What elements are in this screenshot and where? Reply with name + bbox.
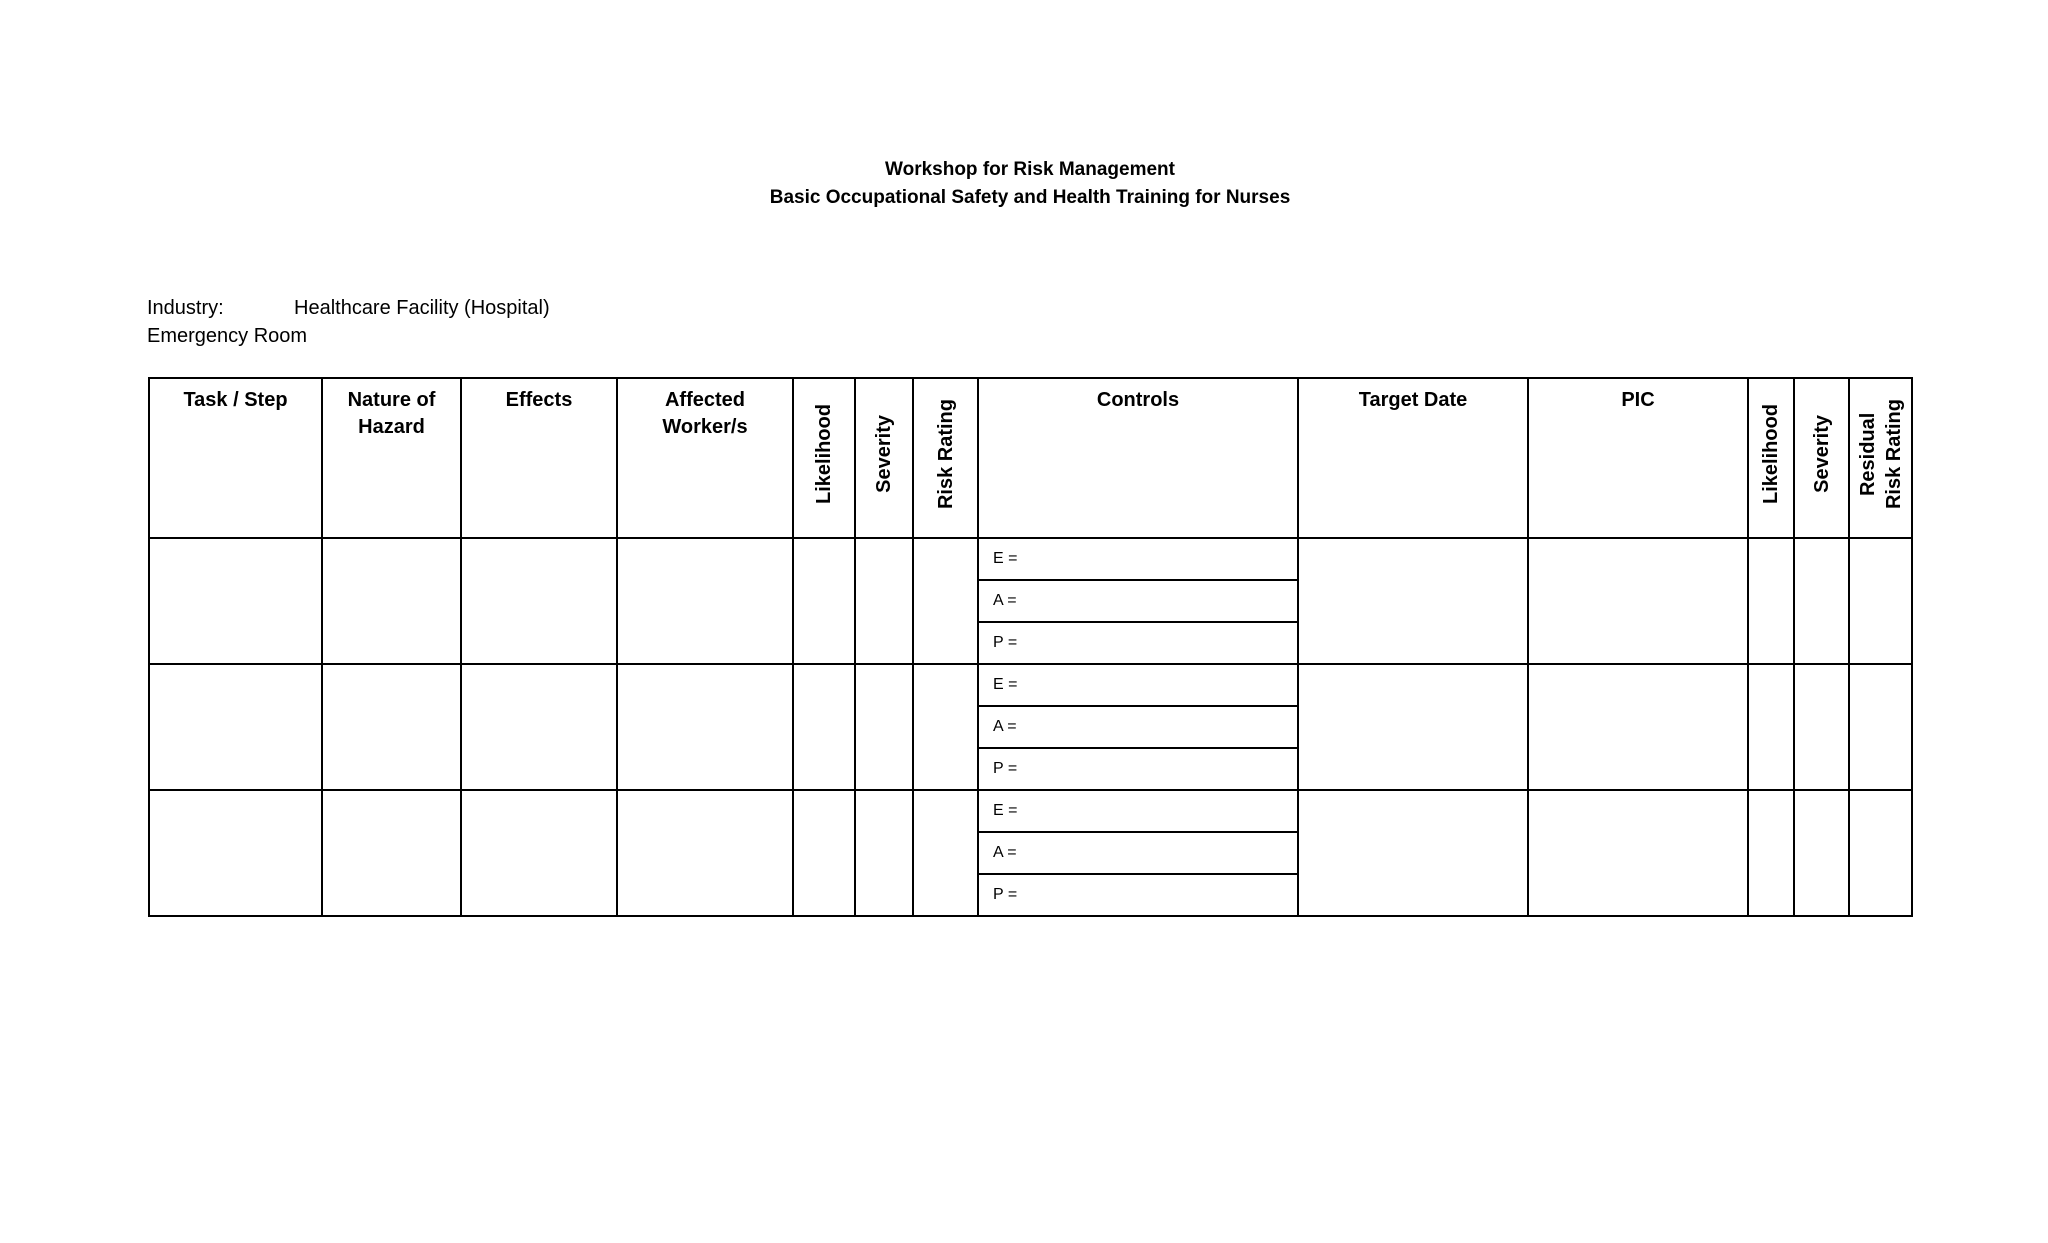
cell-affected-workers[interactable]: [617, 664, 793, 790]
cell-affected-workers[interactable]: [617, 790, 793, 916]
cell-residual-likelihood[interactable]: [1748, 538, 1794, 664]
table-row: [149, 790, 1912, 832]
cell-severity[interactable]: [855, 790, 913, 916]
control-engineering[interactable]: E =: [978, 790, 1298, 832]
document-subtitle: Basic Occupational Safety and Health Training for Nurses: [769, 187, 1291, 208]
table-row: [149, 664, 1912, 706]
control-ppe[interactable]: P =: [978, 622, 1298, 664]
col-residual-likelihood: [1748, 378, 1794, 538]
cell-task-step[interactable]: [149, 790, 322, 916]
control-administrative[interactable]: A =: [978, 706, 1298, 748]
cell-residual-severity[interactable]: [1794, 790, 1849, 916]
control-ppe[interactable]: P =: [978, 748, 1298, 790]
control-engineering[interactable]: E =: [978, 538, 1298, 580]
cell-residual-likelihood[interactable]: [1748, 790, 1794, 916]
col-nature-line2: Hazard: [358, 416, 425, 438]
industry-label: Industry:: [147, 297, 224, 319]
cell-risk-rating[interactable]: [913, 538, 978, 664]
cell-likelihood[interactable]: [793, 790, 855, 916]
cell-severity[interactable]: [855, 538, 913, 664]
cell-task-step[interactable]: [149, 664, 322, 790]
col-residual-severity: [1794, 378, 1849, 538]
cell-nature-of-hazard[interactable]: [322, 664, 461, 790]
cell-effects[interactable]: [461, 790, 617, 916]
cell-target-date[interactable]: [1298, 790, 1528, 916]
control-administrative[interactable]: A =: [978, 832, 1298, 874]
col-residual-severity-label: Severity: [1810, 415, 1833, 493]
col-nature-line1: Nature of: [347, 389, 436, 411]
cell-residual-severity[interactable]: [1794, 538, 1849, 664]
col-likelihood: [793, 378, 855, 538]
cell-risk-rating[interactable]: [913, 790, 978, 916]
cell-nature-of-hazard[interactable]: [322, 538, 461, 664]
cell-residual-likelihood[interactable]: [1748, 664, 1794, 790]
col-affected-line2: Worker/s: [662, 416, 748, 438]
header-row: [149, 378, 1912, 538]
cell-residual-risk-rating[interactable]: [1849, 790, 1912, 916]
cell-task-step[interactable]: [149, 538, 322, 664]
col-pic: PIC: [1528, 378, 1748, 538]
col-risk-rating: [913, 378, 978, 538]
cell-target-date[interactable]: [1298, 664, 1528, 790]
industry-line: [147, 294, 550, 322]
col-residual-risk-rating: [1849, 378, 1912, 538]
cell-likelihood[interactable]: [793, 538, 855, 664]
document-title: Workshop for Risk Management: [885, 159, 1175, 180]
industry-value: Healthcare Facility (Hospital): [294, 297, 550, 319]
cell-pic[interactable]: [1528, 664, 1748, 790]
cell-effects[interactable]: [461, 664, 617, 790]
col-affected-workers: [617, 378, 793, 538]
control-administrative[interactable]: A =: [978, 580, 1298, 622]
area-line: Emergency Room: [147, 325, 308, 347]
cell-risk-rating[interactable]: [913, 664, 978, 790]
col-severity-label: Severity: [873, 415, 895, 493]
col-affected-line1: Affected: [664, 389, 745, 411]
col-risk-rating-label: Risk Rating: [934, 398, 957, 510]
cell-residual-severity[interactable]: [1794, 664, 1849, 790]
cell-pic[interactable]: [1528, 538, 1748, 664]
cell-residual-risk-rating[interactable]: [1849, 538, 1912, 664]
cell-nature-of-hazard[interactable]: [322, 790, 461, 916]
table-row: [149, 538, 1912, 580]
cell-pic[interactable]: [1528, 790, 1748, 916]
col-severity: [855, 378, 913, 538]
control-ppe[interactable]: P =: [978, 874, 1298, 916]
col-target-date: Target Date: [1298, 378, 1528, 538]
col-residual-likelihood-label: Likelihood: [1760, 404, 1782, 504]
risk-assessment-table: [148, 377, 1913, 917]
col-residual-risk-rating-label: Residual Risk Rating: [1856, 398, 1905, 510]
cell-affected-workers[interactable]: [617, 538, 793, 664]
cell-severity[interactable]: [855, 664, 913, 790]
col-likelihood-label: Likelihood: [813, 404, 835, 504]
col-effects: Effects: [461, 378, 617, 538]
cell-likelihood[interactable]: [793, 664, 855, 790]
control-engineering[interactable]: E =: [978, 664, 1298, 706]
cell-target-date[interactable]: [1298, 538, 1528, 664]
cell-residual-risk-rating[interactable]: [1849, 664, 1912, 790]
document-header: [0, 156, 2048, 212]
cell-effects[interactable]: [461, 538, 617, 664]
col-nature-of-hazard: [322, 378, 461, 538]
col-task-step: Task / Step: [149, 378, 322, 538]
col-controls: Controls: [978, 378, 1298, 538]
